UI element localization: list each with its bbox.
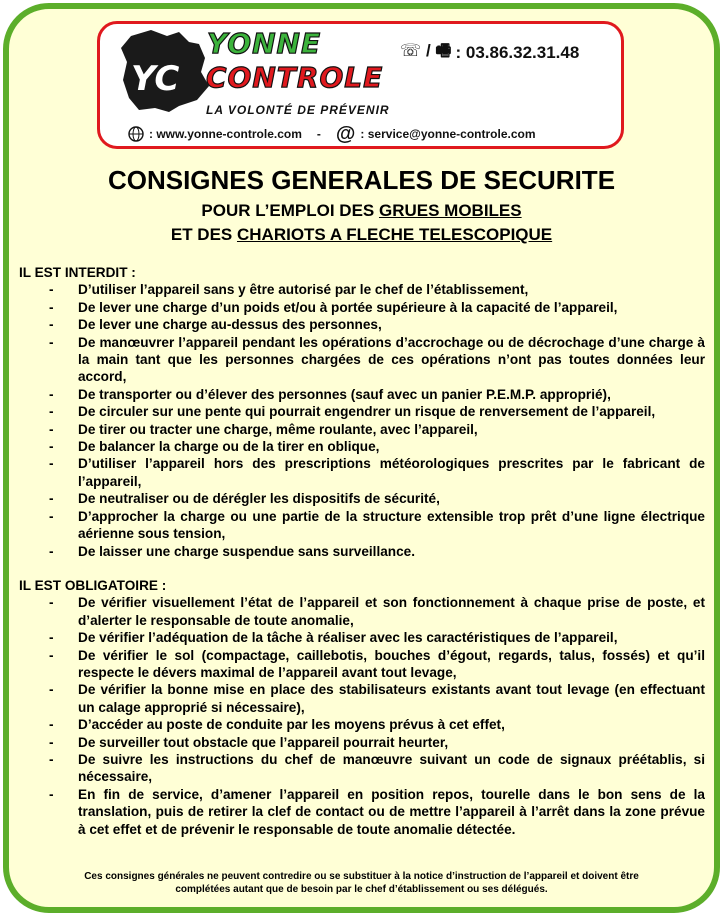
subtitle-line-1 — [0, 201, 723, 221]
forbidden-item: - De transporter ou d’élever des personnes (sauf avec un panier P.E.M.P. approprié), — [19, 386, 705, 403]
forbidden-item: - D’utiliser l’appareil hors des prescriptions météorologiques prescrites par le fabricant de l’appareil, — [19, 455, 705, 490]
forbidden-list — [19, 281, 705, 560]
forbidden-item: - De circuler sur une pente qui pourrait engendrer un risque de renversement de l’appareil, — [19, 403, 705, 420]
forbidden-item: - De lever une charge au-dessus des personnes, — [19, 316, 705, 333]
phone-fax-icon: ☏ / 🖷 — [400, 41, 452, 60]
yc-logo-icon — [117, 28, 217, 114]
mandatory-item: - En fin de service, d’amener l’appareil en position repos, tourelle dans le bon sens de la translation, puis de retirer la clef de contact ou de mettre l’appareil à l’arrêt dans la zone prévue à cet effet et de prévenir le responsable de toute anomalie détectée. — [19, 786, 705, 838]
forbidden-item: - De lever une charge d’un poids et/ou à portée supérieure à la capacité de l’appareil, — [19, 299, 705, 316]
website-link[interactable]: : www.yonne-controle.com — [149, 127, 302, 141]
at-sign-icon: @ — [335, 123, 356, 145]
mandatory-item: - De vérifier visuellement l’état de l’appareil et son fonctionnement à chaque prise de poste, et d’alerter le responsable de toute anomalie, — [19, 594, 705, 629]
mandatory-item: - De suivre les instructions du chef de manœuvre suivant un code de signaux préétablis, si nécessaire, — [19, 751, 705, 786]
logo-initials: YC — [131, 59, 180, 99]
subtitle-2-prefix: ET DES — [170, 225, 237, 244]
mandatory-item: - De vérifier l’adéquation de la tâche à réaliser avec les caractéristiques de l’appareil, — [19, 629, 705, 646]
mandatory-item: - De vérifier le sol (compactage, caillebotis, bouches d’égout, regards, talus, fossés) et qu’il respecte le dévers maximal de l’appareil avant tout levage, — [19, 647, 705, 682]
mandatory-item: - D’accéder au poste de conduite par les moyens prévus à cet effet, — [19, 716, 705, 733]
mandatory-section-title: IL EST OBLIGATOIRE : — [19, 577, 167, 593]
email-link[interactable]: : service@yonne-controle.com — [360, 127, 536, 141]
brand-name-line2: CONTROLE — [206, 61, 384, 94]
footer-note: Ces consignes générales ne peuvent contredire ou se substituer à la notice d’instruction de l’appareil et doivent être complétées autant que de besoin par le chef d’établissement ou ses délégués. — [84, 871, 639, 895]
contact-separator: - — [316, 127, 321, 141]
subtitle-2-underlined: CHARIOTS A FLECHE TELESCOPIQUE — [236, 225, 553, 244]
page-title: CONSIGNES GENERALES DE SECURITE — [107, 165, 616, 195]
mandatory-item: - De surveiller tout obstacle que l’appareil pourrait heurter, — [19, 734, 705, 751]
forbidden-item: - De tirer ou tracter une charge, même roulante, avec l’appareil, — [19, 421, 705, 438]
brand-tagline: LA VOLONTÉ DE PRÉVENIR — [206, 103, 390, 117]
forbidden-section-title: IL EST INTERDIT : — [19, 265, 136, 280]
contact-line — [128, 124, 536, 144]
forbidden-item: - De laisser une charge suspendue sans surveillance. — [19, 543, 705, 560]
phone-number: : 03.86.32.31.48 — [455, 42, 580, 62]
forbidden-item: - D’utiliser l’appareil sans y être autorisé par le chef de l’établissement, — [19, 281, 705, 298]
subtitle-line-2 — [0, 225, 723, 245]
subtitle-1-prefix: POUR L’EMPLOI DES — [201, 201, 379, 220]
mandatory-list — [19, 594, 705, 838]
forbidden-item: - De balancer la charge ou de la tirer en oblique, — [19, 438, 705, 455]
forbidden-item: - De manœuvrer l’appareil pendant les opérations d’accrochage ou de décrochage d’une charge à la main tant que les personnes chargées de ces opérations n’ont pas toutes données leur accord, — [19, 334, 705, 386]
forbidden-item: - De neutraliser ou de dérégler les dispositifs de sécurité, — [19, 490, 705, 507]
brand-name-line1: YONNE — [207, 27, 322, 60]
mandatory-item: - De vérifier la bonne mise en place des stabilisateurs existants avant tout levage (en effectuant un calage approprié si nécessaire), — [19, 681, 705, 716]
company-header — [97, 21, 624, 149]
subtitle-1-underlined: GRUES MOBILES — [378, 201, 522, 220]
globe-icon — [128, 126, 144, 142]
rules-content — [19, 264, 705, 855]
phone-block — [400, 38, 579, 67]
forbidden-item: - D’approcher la charge ou une partie de la structure extensible trop prêt d’une ligne électrique aérienne sous tension, — [19, 508, 705, 543]
